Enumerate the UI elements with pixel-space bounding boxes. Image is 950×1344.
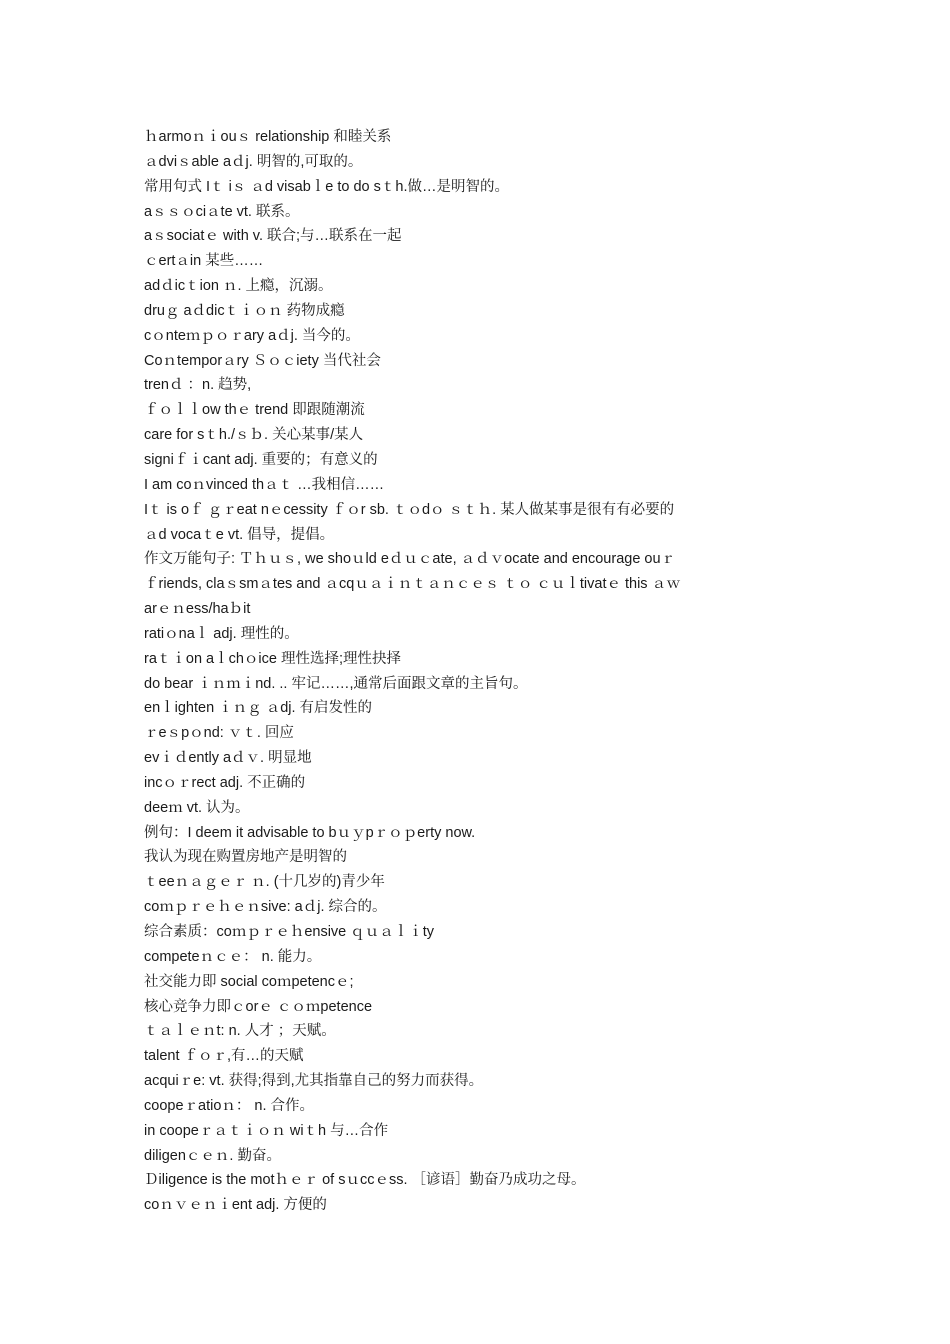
text-line: aｓsociatｅ with v. 联合;与…联系在一起: [144, 228, 402, 245]
text-line: coｎｖｅｎｉent adj. 方便的: [144, 1197, 327, 1214]
text-line: ｔeeｎａｇｅｒ ｎ. (十几岁的)青少年: [144, 874, 385, 891]
text-line: 综合素质：coｍｐｒｅｈensive ｑｕａｌｉty: [144, 924, 435, 940]
text-line: coｍｐｒｅｈｅｎsive: aｄj. 综合的。: [144, 899, 387, 916]
text-line: diligenｃｅｎ. 勤奋。: [144, 1147, 281, 1164]
text-line: do bear ｉｎｍｉnd. .. 牢记……,通常后面跟文章的主旨句。: [144, 675, 528, 692]
text-line: 社交能力即 social coｍpetencｅ;: [144, 973, 354, 990]
text-line: competeｎｃｅ： n. 能力。: [144, 948, 322, 965]
text-line: coopeｒatioｎ： n. 合作。: [144, 1097, 315, 1114]
text-line: arｅｎess/haｂit: [144, 601, 251, 618]
text-line: adｄicｔion ｎ. 上瘾，沉溺。: [144, 278, 333, 295]
text-line: ａd vocaｔe vt. 倡导，提倡。: [144, 526, 335, 543]
text-line: incｏｒrect adj. 不正确的: [144, 774, 306, 791]
text-line: ratiｏnaｌ adj. 理性的。: [144, 625, 299, 642]
text-line: I am coｎvinced thａｔ …我相信……: [144, 476, 385, 493]
text-line: trenｄ ：n. 趋势,: [144, 377, 252, 394]
text-line: signiｆｉcant adj. 重要的；有意义的: [144, 451, 378, 468]
text-line: cｏnteｍｐｏｒary aｄj. 当今的。: [144, 327, 360, 344]
text-line: druｇ aｄdicｔｉｏｎ 药物成瘾: [144, 302, 345, 319]
text-line: 例句：I deem it advisable to bｕｙpｒｏｐerty now.: [144, 824, 476, 841]
text-line: ａdviｓable aｄj. 明智的,可取的。: [144, 153, 363, 170]
text-line: 核心竞争力即ｃorｅ ｃｏｍpetence: [144, 998, 373, 1015]
text-line: 我认为现在购置房地产是明智的: [144, 849, 347, 866]
text-line: ｈarmoｎｉouｓ relationship 和睦关系: [144, 129, 392, 145]
text-line: ｃertａin 某些……: [144, 253, 264, 270]
text-line: Coｎtemporａry Ｓｏｃiety 当代社会: [144, 352, 381, 369]
text-line: deeｍ vt. 认为。: [144, 799, 250, 816]
text-line: aｓｓｏciａte vt. 联系。: [144, 203, 300, 220]
text-line: in coopeｒａｔｉｏｎ wiｔh 与…合作: [144, 1122, 389, 1139]
text-line: 作文万能句子: Ｔｈｕｓ, we shoｕld eｄｕｃate, ａｄｖocate and encourage ouｒ: [144, 551, 676, 568]
text-line: enｌighten ｉｎｇ ａdj. 有启发性的: [144, 700, 373, 717]
text-line: ｒeｓpｏnd: ｖｔ. 回应: [144, 725, 294, 742]
text-line: ｆriends, claｓsmａtes and ａcqｕａｉｎｔａｎｃｅｓ ｔｏ ｃｕｌtivatｅ this ａｗ: [144, 576, 681, 593]
text-line: care for sｔh./ｓｂ. 关心某事/某人: [144, 427, 364, 444]
text-line: raｔｉon aｌchｏice 理性选择;理性抉择: [144, 650, 402, 667]
text-line: ｆｏｌｌow thｅ trend 即跟随潮流: [144, 402, 365, 419]
text-line: evｉｄently aｄｖ. 明显地: [144, 750, 312, 767]
text-line: ｔａｌｅｎt: n. 人才 ；天赋。: [144, 1023, 336, 1040]
text-line: acquiｒe: vt. 获得;得到,尤其指靠自己的努力而获得。: [144, 1073, 484, 1090]
text-line: Ｄiligence is the motｈｅｒ of sｕccｅss. ［谚语］勤奋乃成功之母。: [144, 1172, 586, 1189]
text-line: talent ｆｏｒ,有…的天赋: [144, 1048, 304, 1065]
text-line: 常用句式 Iｔ iｓ ａd visabｌe to do sｔh.做…是明智的。: [144, 178, 509, 195]
text-line: Iｔ is oｆ ｇｒeat nｅcessity ｆｏr sb. ｔｏdｏ ｓｔｈ. 某人做某事是很有有必要的: [144, 501, 675, 518]
vocabulary-notes: [144, 125, 816, 1218]
